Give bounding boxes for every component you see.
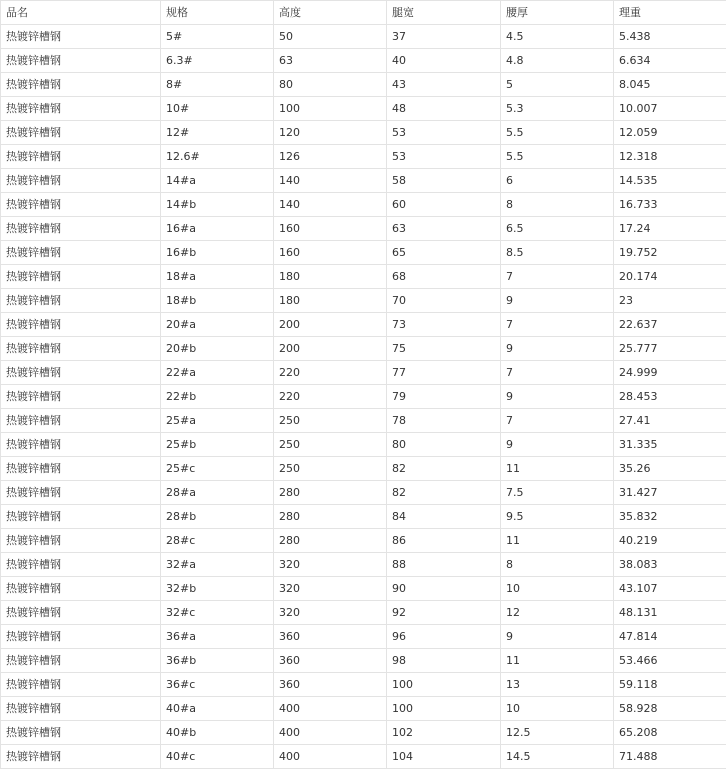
theoretical-weight-cell: 23 — [614, 289, 726, 313]
specification-cell: 20#a — [161, 313, 274, 337]
height-cell: 200 — [274, 337, 387, 361]
specification-cell: 6.3# — [161, 49, 274, 73]
height-cell: 360 — [274, 673, 387, 697]
theoretical-weight-cell: 6.634 — [614, 49, 726, 73]
leg-width-cell: 70 — [387, 289, 501, 313]
table-row — [1, 289, 726, 313]
height-cell: 400 — [274, 721, 387, 745]
height-cell: 400 — [274, 745, 387, 769]
specification-cell: 5# — [161, 25, 274, 49]
waist-thickness-cell: 9.5 — [501, 505, 614, 529]
leg-width-cell: 90 — [387, 577, 501, 601]
theoretical-weight-cell: 35.26 — [614, 457, 726, 481]
height-cell: 250 — [274, 409, 387, 433]
specification-cell: 36#a — [161, 625, 274, 649]
height-cell: 280 — [274, 481, 387, 505]
specification-cell: 28#a — [161, 481, 274, 505]
waist-thickness-cell: 11 — [501, 457, 614, 481]
waist-thickness-cell: 9 — [501, 289, 614, 313]
specification-cell: 14#a — [161, 169, 274, 193]
waist-thickness-cell: 7 — [501, 313, 614, 337]
waist-thickness-cell: 14.5 — [501, 745, 614, 769]
table-row — [1, 625, 726, 649]
product-name-cell: 热镀锌槽钢 — [1, 217, 161, 241]
height-cell: 400 — [274, 697, 387, 721]
table-row — [1, 673, 726, 697]
table-row — [1, 697, 726, 721]
specification-cell: 12# — [161, 121, 274, 145]
waist-thickness-cell: 7.5 — [501, 481, 614, 505]
leg-width-cell: 75 — [387, 337, 501, 361]
table-header-row — [1, 1, 726, 25]
specification-cell: 18#b — [161, 289, 274, 313]
specification-cell: 16#b — [161, 241, 274, 265]
leg-width-cell: 96 — [387, 625, 501, 649]
leg-width-cell: 100 — [387, 673, 501, 697]
theoretical-weight-cell: 31.427 — [614, 481, 726, 505]
table-row — [1, 721, 726, 745]
leg-width-cell: 100 — [387, 697, 501, 721]
leg-width-cell: 60 — [387, 193, 501, 217]
height-cell: 320 — [274, 553, 387, 577]
header-waist-thickness: 腰厚 — [501, 1, 614, 25]
theoretical-weight-cell: 38.083 — [614, 553, 726, 577]
height-cell: 220 — [274, 361, 387, 385]
theoretical-weight-cell: 53.466 — [614, 649, 726, 673]
height-cell: 63 — [274, 49, 387, 73]
table-row — [1, 73, 726, 97]
table-row — [1, 385, 726, 409]
height-cell: 360 — [274, 649, 387, 673]
height-cell: 140 — [274, 193, 387, 217]
waist-thickness-cell: 10 — [501, 697, 614, 721]
leg-width-cell: 104 — [387, 745, 501, 769]
waist-thickness-cell: 6.5 — [501, 217, 614, 241]
header-product-name: 品名 — [1, 1, 161, 25]
product-name-cell: 热镀锌槽钢 — [1, 241, 161, 265]
product-name-cell: 热镀锌槽钢 — [1, 529, 161, 553]
theoretical-weight-cell: 47.814 — [614, 625, 726, 649]
theoretical-weight-cell: 71.488 — [614, 745, 726, 769]
specification-cell: 22#a — [161, 361, 274, 385]
header-specification: 规格 — [161, 1, 274, 25]
table-row — [1, 481, 726, 505]
theoretical-weight-cell: 16.733 — [614, 193, 726, 217]
specification-cell: 36#c — [161, 673, 274, 697]
specification-cell: 18#a — [161, 265, 274, 289]
table-row — [1, 553, 726, 577]
product-name-cell: 热镀锌槽钢 — [1, 625, 161, 649]
waist-thickness-cell: 9 — [501, 625, 614, 649]
specification-cell: 25#a — [161, 409, 274, 433]
specification-cell: 32#c — [161, 601, 274, 625]
header-leg-width: 腿宽 — [387, 1, 501, 25]
height-cell: 360 — [274, 625, 387, 649]
theoretical-weight-cell: 59.118 — [614, 673, 726, 697]
theoretical-weight-cell: 17.24 — [614, 217, 726, 241]
header-theoretical-weight: 理重 — [614, 1, 726, 25]
product-name-cell: 热镀锌槽钢 — [1, 97, 161, 121]
product-name-cell: 热镀锌槽钢 — [1, 193, 161, 217]
leg-width-cell: 68 — [387, 265, 501, 289]
product-name-cell: 热镀锌槽钢 — [1, 481, 161, 505]
height-cell: 250 — [274, 433, 387, 457]
leg-width-cell: 80 — [387, 433, 501, 457]
leg-width-cell: 92 — [387, 601, 501, 625]
product-name-cell: 热镀锌槽钢 — [1, 457, 161, 481]
specification-cell: 36#b — [161, 649, 274, 673]
waist-thickness-cell: 7 — [501, 361, 614, 385]
waist-thickness-cell: 13 — [501, 673, 614, 697]
leg-width-cell: 82 — [387, 457, 501, 481]
leg-width-cell: 63 — [387, 217, 501, 241]
leg-width-cell: 53 — [387, 121, 501, 145]
specification-cell: 16#a — [161, 217, 274, 241]
table-row — [1, 601, 726, 625]
theoretical-weight-cell: 10.007 — [614, 97, 726, 121]
table-row — [1, 313, 726, 337]
theoretical-weight-cell: 25.777 — [614, 337, 726, 361]
product-name-cell: 热镀锌槽钢 — [1, 601, 161, 625]
theoretical-weight-cell: 24.999 — [614, 361, 726, 385]
waist-thickness-cell: 7 — [501, 265, 614, 289]
waist-thickness-cell: 9 — [501, 337, 614, 361]
waist-thickness-cell: 5.5 — [501, 121, 614, 145]
waist-thickness-cell: 12.5 — [501, 721, 614, 745]
leg-width-cell: 37 — [387, 25, 501, 49]
leg-width-cell: 58 — [387, 169, 501, 193]
table-row — [1, 337, 726, 361]
leg-width-cell: 79 — [387, 385, 501, 409]
specification-cell: 32#b — [161, 577, 274, 601]
leg-width-cell: 40 — [387, 49, 501, 73]
table-row — [1, 217, 726, 241]
theoretical-weight-cell: 58.928 — [614, 697, 726, 721]
product-name-cell: 热镀锌槽钢 — [1, 745, 161, 769]
table-row — [1, 97, 726, 121]
height-cell: 160 — [274, 217, 387, 241]
product-name-cell: 热镀锌槽钢 — [1, 337, 161, 361]
table-row — [1, 457, 726, 481]
waist-thickness-cell: 8.5 — [501, 241, 614, 265]
specification-cell: 28#c — [161, 529, 274, 553]
leg-width-cell: 88 — [387, 553, 501, 577]
waist-thickness-cell: 6 — [501, 169, 614, 193]
height-cell: 80 — [274, 73, 387, 97]
waist-thickness-cell: 8 — [501, 193, 614, 217]
leg-width-cell: 82 — [387, 481, 501, 505]
specification-cell: 28#b — [161, 505, 274, 529]
specification-cell: 10# — [161, 97, 274, 121]
leg-width-cell: 98 — [387, 649, 501, 673]
height-cell: 50 — [274, 25, 387, 49]
product-name-cell: 热镀锌槽钢 — [1, 577, 161, 601]
product-name-cell: 热镀锌槽钢 — [1, 361, 161, 385]
theoretical-weight-cell: 5.438 — [614, 25, 726, 49]
product-name-cell: 热镀锌槽钢 — [1, 433, 161, 457]
theoretical-weight-cell: 40.219 — [614, 529, 726, 553]
table-body — [1, 25, 726, 769]
height-cell: 120 — [274, 121, 387, 145]
theoretical-weight-cell: 12.059 — [614, 121, 726, 145]
theoretical-weight-cell: 19.752 — [614, 241, 726, 265]
theoretical-weight-cell: 22.637 — [614, 313, 726, 337]
theoretical-weight-cell: 20.174 — [614, 265, 726, 289]
theoretical-weight-cell: 35.832 — [614, 505, 726, 529]
height-cell: 160 — [274, 241, 387, 265]
waist-thickness-cell: 5.3 — [501, 97, 614, 121]
height-cell: 180 — [274, 289, 387, 313]
theoretical-weight-cell: 8.045 — [614, 73, 726, 97]
waist-thickness-cell: 9 — [501, 433, 614, 457]
product-name-cell: 热镀锌槽钢 — [1, 721, 161, 745]
height-cell: 320 — [274, 577, 387, 601]
theoretical-weight-cell: 65.208 — [614, 721, 726, 745]
waist-thickness-cell: 11 — [501, 529, 614, 553]
product-name-cell: 热镀锌槽钢 — [1, 265, 161, 289]
height-cell: 180 — [274, 265, 387, 289]
height-cell: 100 — [274, 97, 387, 121]
leg-width-cell: 53 — [387, 145, 501, 169]
table-row — [1, 25, 726, 49]
waist-thickness-cell: 7 — [501, 409, 614, 433]
waist-thickness-cell: 10 — [501, 577, 614, 601]
height-cell: 126 — [274, 145, 387, 169]
waist-thickness-cell: 4.8 — [501, 49, 614, 73]
product-name-cell: 热镀锌槽钢 — [1, 553, 161, 577]
specification-cell: 14#b — [161, 193, 274, 217]
height-cell: 280 — [274, 505, 387, 529]
product-name-cell: 热镀锌槽钢 — [1, 121, 161, 145]
product-name-cell: 热镀锌槽钢 — [1, 505, 161, 529]
height-cell: 220 — [274, 385, 387, 409]
table-row — [1, 649, 726, 673]
waist-thickness-cell: 5 — [501, 73, 614, 97]
table-row — [1, 505, 726, 529]
leg-width-cell: 86 — [387, 529, 501, 553]
leg-width-cell: 102 — [387, 721, 501, 745]
height-cell: 320 — [274, 601, 387, 625]
product-name-cell: 热镀锌槽钢 — [1, 289, 161, 313]
theoretical-weight-cell: 14.535 — [614, 169, 726, 193]
leg-width-cell: 48 — [387, 97, 501, 121]
product-name-cell: 热镀锌槽钢 — [1, 673, 161, 697]
leg-width-cell: 73 — [387, 313, 501, 337]
table-row — [1, 409, 726, 433]
product-name-cell: 热镀锌槽钢 — [1, 649, 161, 673]
table-row — [1, 361, 726, 385]
table-row — [1, 433, 726, 457]
table-row — [1, 745, 726, 769]
height-cell: 250 — [274, 457, 387, 481]
product-name-cell: 热镀锌槽钢 — [1, 409, 161, 433]
product-name-cell: 热镀锌槽钢 — [1, 145, 161, 169]
theoretical-weight-cell: 28.453 — [614, 385, 726, 409]
specification-cell: 40#b — [161, 721, 274, 745]
waist-thickness-cell: 4.5 — [501, 25, 614, 49]
specification-cell: 25#b — [161, 433, 274, 457]
product-name-cell: 热镀锌槽钢 — [1, 697, 161, 721]
specification-cell: 20#b — [161, 337, 274, 361]
theoretical-weight-cell: 27.41 — [614, 409, 726, 433]
specification-cell: 40#a — [161, 697, 274, 721]
table-row — [1, 169, 726, 193]
leg-width-cell: 78 — [387, 409, 501, 433]
leg-width-cell: 43 — [387, 73, 501, 97]
specification-cell: 25#c — [161, 457, 274, 481]
leg-width-cell: 65 — [387, 241, 501, 265]
table-row — [1, 121, 726, 145]
product-name-cell: 热镀锌槽钢 — [1, 169, 161, 193]
leg-width-cell: 84 — [387, 505, 501, 529]
table-row — [1, 241, 726, 265]
specification-cell: 40#c — [161, 745, 274, 769]
height-cell: 140 — [274, 169, 387, 193]
waist-thickness-cell: 8 — [501, 553, 614, 577]
product-name-cell: 热镀锌槽钢 — [1, 385, 161, 409]
table-row — [1, 193, 726, 217]
waist-thickness-cell: 11 — [501, 649, 614, 673]
table-row — [1, 529, 726, 553]
table-row — [1, 145, 726, 169]
leg-width-cell: 77 — [387, 361, 501, 385]
table-row — [1, 577, 726, 601]
product-name-cell: 热镀锌槽钢 — [1, 313, 161, 337]
specification-cell: 22#b — [161, 385, 274, 409]
specification-cell: 12.6# — [161, 145, 274, 169]
waist-thickness-cell: 9 — [501, 385, 614, 409]
theoretical-weight-cell: 12.318 — [614, 145, 726, 169]
waist-thickness-cell: 12 — [501, 601, 614, 625]
table-row — [1, 265, 726, 289]
theoretical-weight-cell: 31.335 — [614, 433, 726, 457]
height-cell: 280 — [274, 529, 387, 553]
product-name-cell: 热镀锌槽钢 — [1, 49, 161, 73]
height-cell: 200 — [274, 313, 387, 337]
table-row — [1, 49, 726, 73]
theoretical-weight-cell: 43.107 — [614, 577, 726, 601]
product-name-cell: 热镀锌槽钢 — [1, 73, 161, 97]
header-height: 高度 — [274, 1, 387, 25]
specification-cell: 32#a — [161, 553, 274, 577]
specification-cell: 8# — [161, 73, 274, 97]
theoretical-weight-cell: 48.131 — [614, 601, 726, 625]
product-name-cell: 热镀锌槽钢 — [1, 25, 161, 49]
waist-thickness-cell: 5.5 — [501, 145, 614, 169]
